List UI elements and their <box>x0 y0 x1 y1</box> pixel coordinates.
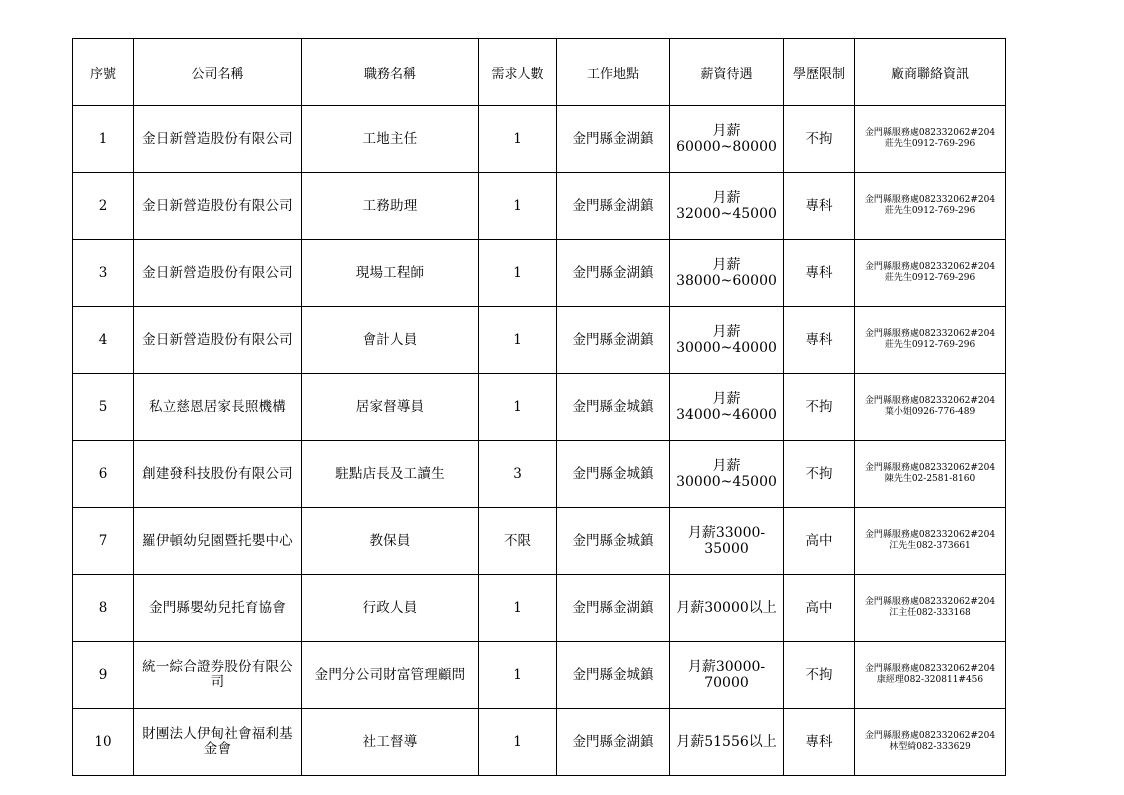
salary-line-2: 34000~46000 <box>676 407 777 423</box>
contact-office: 金門縣服務處082332062#204 <box>864 731 996 741</box>
salary-line-1: 月薪 <box>712 123 741 139</box>
table-row <box>73 240 1006 307</box>
cell-title: 教保員 <box>302 508 479 575</box>
cell-education: 不拘 <box>784 441 855 508</box>
cell-count: 1 <box>479 642 557 709</box>
table-row <box>73 441 1006 508</box>
cell-contact <box>855 441 1006 508</box>
cell-contact <box>855 642 1006 709</box>
contact-office: 金門縣服務處082332062#204 <box>864 597 996 607</box>
cell-location: 金門縣金湖鎮 <box>557 307 670 374</box>
cell-seq: 1 <box>73 106 134 173</box>
salary-line-1: 月薪 <box>712 257 741 273</box>
salary-line-2: 60000~80000 <box>676 139 777 155</box>
cell-contact <box>855 307 1006 374</box>
contact-person: 林型綺082-333629 <box>889 742 971 752</box>
header-seq: 序號 <box>73 39 134 106</box>
cell-salary <box>670 374 784 441</box>
contact-office: 金門縣服務處082332062#204 <box>864 530 996 540</box>
cell-seq: 6 <box>73 441 134 508</box>
salary-line-1: 月薪 <box>712 391 741 407</box>
cell-location: 金門縣金湖鎮 <box>557 709 670 776</box>
cell-company: 財團法人伊甸社會福利基金會 <box>134 709 302 776</box>
cell-title: 工地主任 <box>302 106 479 173</box>
cell-seq: 3 <box>73 240 134 307</box>
cell-count: 1 <box>479 106 557 173</box>
cell-education: 專科 <box>784 709 855 776</box>
cell-salary <box>670 106 784 173</box>
cell-location: 金門縣金湖鎮 <box>557 575 670 642</box>
cell-count: 不限 <box>479 508 557 575</box>
salary-line-1: 月薪 <box>712 190 741 206</box>
salary-line-2: 30000~40000 <box>676 340 777 356</box>
contact-person: 江先生082-373661 <box>889 541 971 551</box>
contact-person: 葉小姐0926-776-489 <box>884 407 976 417</box>
contact-office: 金門縣服務處082332062#204 <box>864 396 996 406</box>
cell-count: 1 <box>479 709 557 776</box>
cell-title: 居家督導員 <box>302 374 479 441</box>
cell-contact <box>855 575 1006 642</box>
cell-salary <box>670 307 784 374</box>
cell-seq: 9 <box>73 642 134 709</box>
cell-seq: 8 <box>73 575 134 642</box>
job-listing-table <box>72 38 1006 776</box>
contact-person: 莊先生0912-769-296 <box>884 273 976 283</box>
header-company: 公司名稱 <box>134 39 302 106</box>
salary-line-1: 月薪30000以上 <box>676 600 777 616</box>
table-row <box>73 374 1006 441</box>
cell-seq: 4 <box>73 307 134 374</box>
salary-line-1: 月薪30000- <box>687 659 766 675</box>
table-row <box>73 173 1006 240</box>
cell-salary <box>670 240 784 307</box>
cell-seq: 10 <box>73 709 134 776</box>
salary-line-1: 月薪 <box>712 458 741 474</box>
cell-location: 金門縣金城鎮 <box>557 374 670 441</box>
contact-person: 陳先生02-2581-8160 <box>884 474 976 484</box>
salary-line-2: 30000~45000 <box>676 474 777 490</box>
cell-seq: 2 <box>73 173 134 240</box>
contact-person: 江主任082-333168 <box>889 608 971 618</box>
cell-education: 專科 <box>784 307 855 374</box>
header-count: 需求人數 <box>479 39 557 106</box>
cell-title: 會計人員 <box>302 307 479 374</box>
cell-education: 高中 <box>784 508 855 575</box>
cell-contact <box>855 106 1006 173</box>
cell-count: 3 <box>479 441 557 508</box>
header-education: 學歷限制 <box>784 39 855 106</box>
contact-office: 金門縣服務處082332062#204 <box>864 329 996 339</box>
contact-office: 金門縣服務處082332062#204 <box>864 463 996 473</box>
table-row <box>73 106 1006 173</box>
cell-seq: 5 <box>73 374 134 441</box>
cell-education: 不拘 <box>784 374 855 441</box>
cell-location: 金門縣金城鎮 <box>557 508 670 575</box>
contact-person: 莊先生0912-769-296 <box>884 340 976 350</box>
cell-title: 社工督導 <box>302 709 479 776</box>
header-salary: 薪資待遇 <box>670 39 784 106</box>
cell-salary <box>670 709 784 776</box>
table-row <box>73 575 1006 642</box>
cell-count: 1 <box>479 307 557 374</box>
salary-line-2: 32000~45000 <box>676 206 777 222</box>
salary-line-1: 月薪51556以上 <box>676 734 777 750</box>
cell-count: 1 <box>479 374 557 441</box>
cell-company: 羅伊頓幼兒園暨托嬰中心 <box>134 508 302 575</box>
cell-company: 金日新營造股份有限公司 <box>134 307 302 374</box>
header-row <box>73 39 1006 106</box>
cell-company: 創建發科技股份有限公司 <box>134 441 302 508</box>
salary-line-2: 35000 <box>704 541 749 557</box>
cell-company: 金日新營造股份有限公司 <box>134 173 302 240</box>
contact-person: 莊先生0912-769-296 <box>884 139 976 149</box>
table-row <box>73 307 1006 374</box>
cell-company: 私立慈恩居家長照機構 <box>134 374 302 441</box>
contact-office: 金門縣服務處082332062#204 <box>864 664 996 674</box>
table-row <box>73 709 1006 776</box>
cell-location: 金門縣金湖鎮 <box>557 173 670 240</box>
cell-count: 1 <box>479 173 557 240</box>
cell-location: 金門縣金城鎮 <box>557 441 670 508</box>
cell-company: 統一綜合證券股份有限公司 <box>134 642 302 709</box>
cell-education: 專科 <box>784 240 855 307</box>
cell-contact <box>855 173 1006 240</box>
header-location: 工作地點 <box>557 39 670 106</box>
header-title: 職務名稱 <box>302 39 479 106</box>
contact-person: 莊先生0912-769-296 <box>884 206 976 216</box>
cell-contact <box>855 240 1006 307</box>
cell-company: 金門縣嬰幼兒托育協會 <box>134 575 302 642</box>
cell-count: 1 <box>479 240 557 307</box>
salary-line-1: 月薪 <box>712 324 741 340</box>
cell-title: 工務助理 <box>302 173 479 240</box>
salary-line-2: 38000~60000 <box>676 273 777 289</box>
table-row <box>73 508 1006 575</box>
contact-office: 金門縣服務處082332062#204 <box>864 195 996 205</box>
cell-title: 行政人員 <box>302 575 479 642</box>
cell-location: 金門縣金湖鎮 <box>557 240 670 307</box>
contact-person: 康經理082-320811#456 <box>876 675 984 685</box>
cell-location: 金門縣金湖鎮 <box>557 106 670 173</box>
cell-count: 1 <box>479 575 557 642</box>
cell-education: 專科 <box>784 173 855 240</box>
header-contact: 廠商聯絡資訊 <box>855 39 1006 106</box>
cell-company: 金日新營造股份有限公司 <box>134 240 302 307</box>
cell-title: 現場工程師 <box>302 240 479 307</box>
table-row <box>73 642 1006 709</box>
cell-salary <box>670 441 784 508</box>
cell-education: 不拘 <box>784 106 855 173</box>
cell-education: 不拘 <box>784 642 855 709</box>
cell-contact <box>855 709 1006 776</box>
cell-title: 金門分公司財富管理顧問 <box>302 642 479 709</box>
contact-office: 金門縣服務處082332062#204 <box>864 128 996 138</box>
cell-salary <box>670 642 784 709</box>
cell-contact <box>855 374 1006 441</box>
cell-education: 高中 <box>784 575 855 642</box>
salary-line-2: 70000 <box>704 675 749 691</box>
cell-seq: 7 <box>73 508 134 575</box>
cell-title: 駐點店長及工讀生 <box>302 441 479 508</box>
cell-salary <box>670 508 784 575</box>
cell-salary <box>670 173 784 240</box>
contact-office: 金門縣服務處082332062#204 <box>864 262 996 272</box>
cell-salary <box>670 575 784 642</box>
table-body <box>73 106 1006 776</box>
cell-contact <box>855 508 1006 575</box>
salary-line-1: 月薪33000- <box>687 525 766 541</box>
cell-location: 金門縣金城鎮 <box>557 642 670 709</box>
cell-company: 金日新營造股份有限公司 <box>134 106 302 173</box>
